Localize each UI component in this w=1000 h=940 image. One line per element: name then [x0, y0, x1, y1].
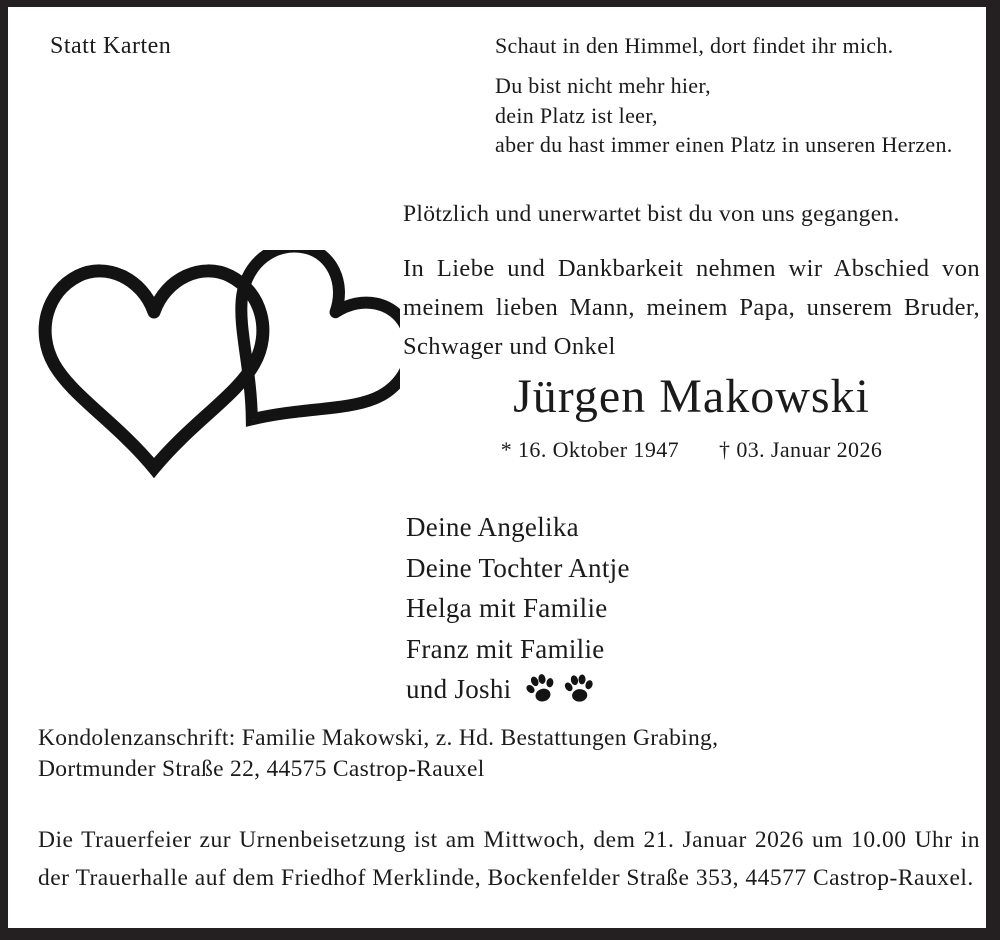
verse-line: dein Platz ist leer, — [495, 102, 658, 128]
mourner-line: Helga mit Familie — [406, 593, 608, 623]
mourner-line: Deine Angelika — [406, 512, 579, 542]
mourner-line: und Joshi — [406, 674, 512, 704]
notice-paper — [8, 7, 986, 928]
verse-line: Du bist nicht mehr hier, — [495, 73, 711, 98]
death-date: † 03. Januar 2026 — [719, 437, 883, 462]
memorial-verse — [495, 71, 953, 160]
life-dates — [403, 437, 980, 463]
funeral-details: Die Trauerfeier zur Urnenbeisetzung ist am Mittwoch, dem 21. Januar 2026 um 10.00 Uhr in der Trauerhalle auf dem Friedhof Merklinde, Bockenfelder Straße 353, 44577 Castrop-Rauxel. — [38, 827, 980, 891]
statt-karten-label: Statt Karten — [50, 33, 172, 59]
condolence-address — [38, 723, 718, 785]
mourner-line: Deine Tochter Antje — [406, 552, 630, 583]
paw-print-icon — [521, 669, 561, 709]
intertwined-hearts-icon — [34, 250, 400, 483]
mourner-line-with-paws — [406, 669, 630, 710]
condolence-line: Dortmunder Straße 22, 44575 Castrop-Rauxel — [38, 756, 485, 782]
mourners-list — [406, 507, 630, 710]
paw-prints — [525, 669, 595, 710]
deceased-name: Jürgen Makowski — [513, 370, 870, 423]
mourner-line: Franz mit Familie — [406, 633, 605, 664]
verse-line: aber du hast immer einen Platz in unseren Herzen. — [495, 132, 953, 157]
birth-date: * 16. Oktober 1947 — [500, 437, 680, 462]
farewell-paragraph: In Liebe und Dankbarkeit nehmen wir Abschied von meinem lieben Mann, meinem Papa, unserem Bruder, Schwager und Onkel — [403, 255, 980, 360]
condolence-line: Kondolenzanschrift: Familie Makowski, z. Hd. Bestattungen Grabing, — [38, 725, 719, 751]
paw-print-icon — [562, 671, 597, 706]
epigraph-line: Schaut in den Himmel, dort findet ihr mich. — [495, 33, 894, 58]
intro-line: Plötzlich und unerwartet bist du von uns gegangen. — [403, 201, 900, 227]
